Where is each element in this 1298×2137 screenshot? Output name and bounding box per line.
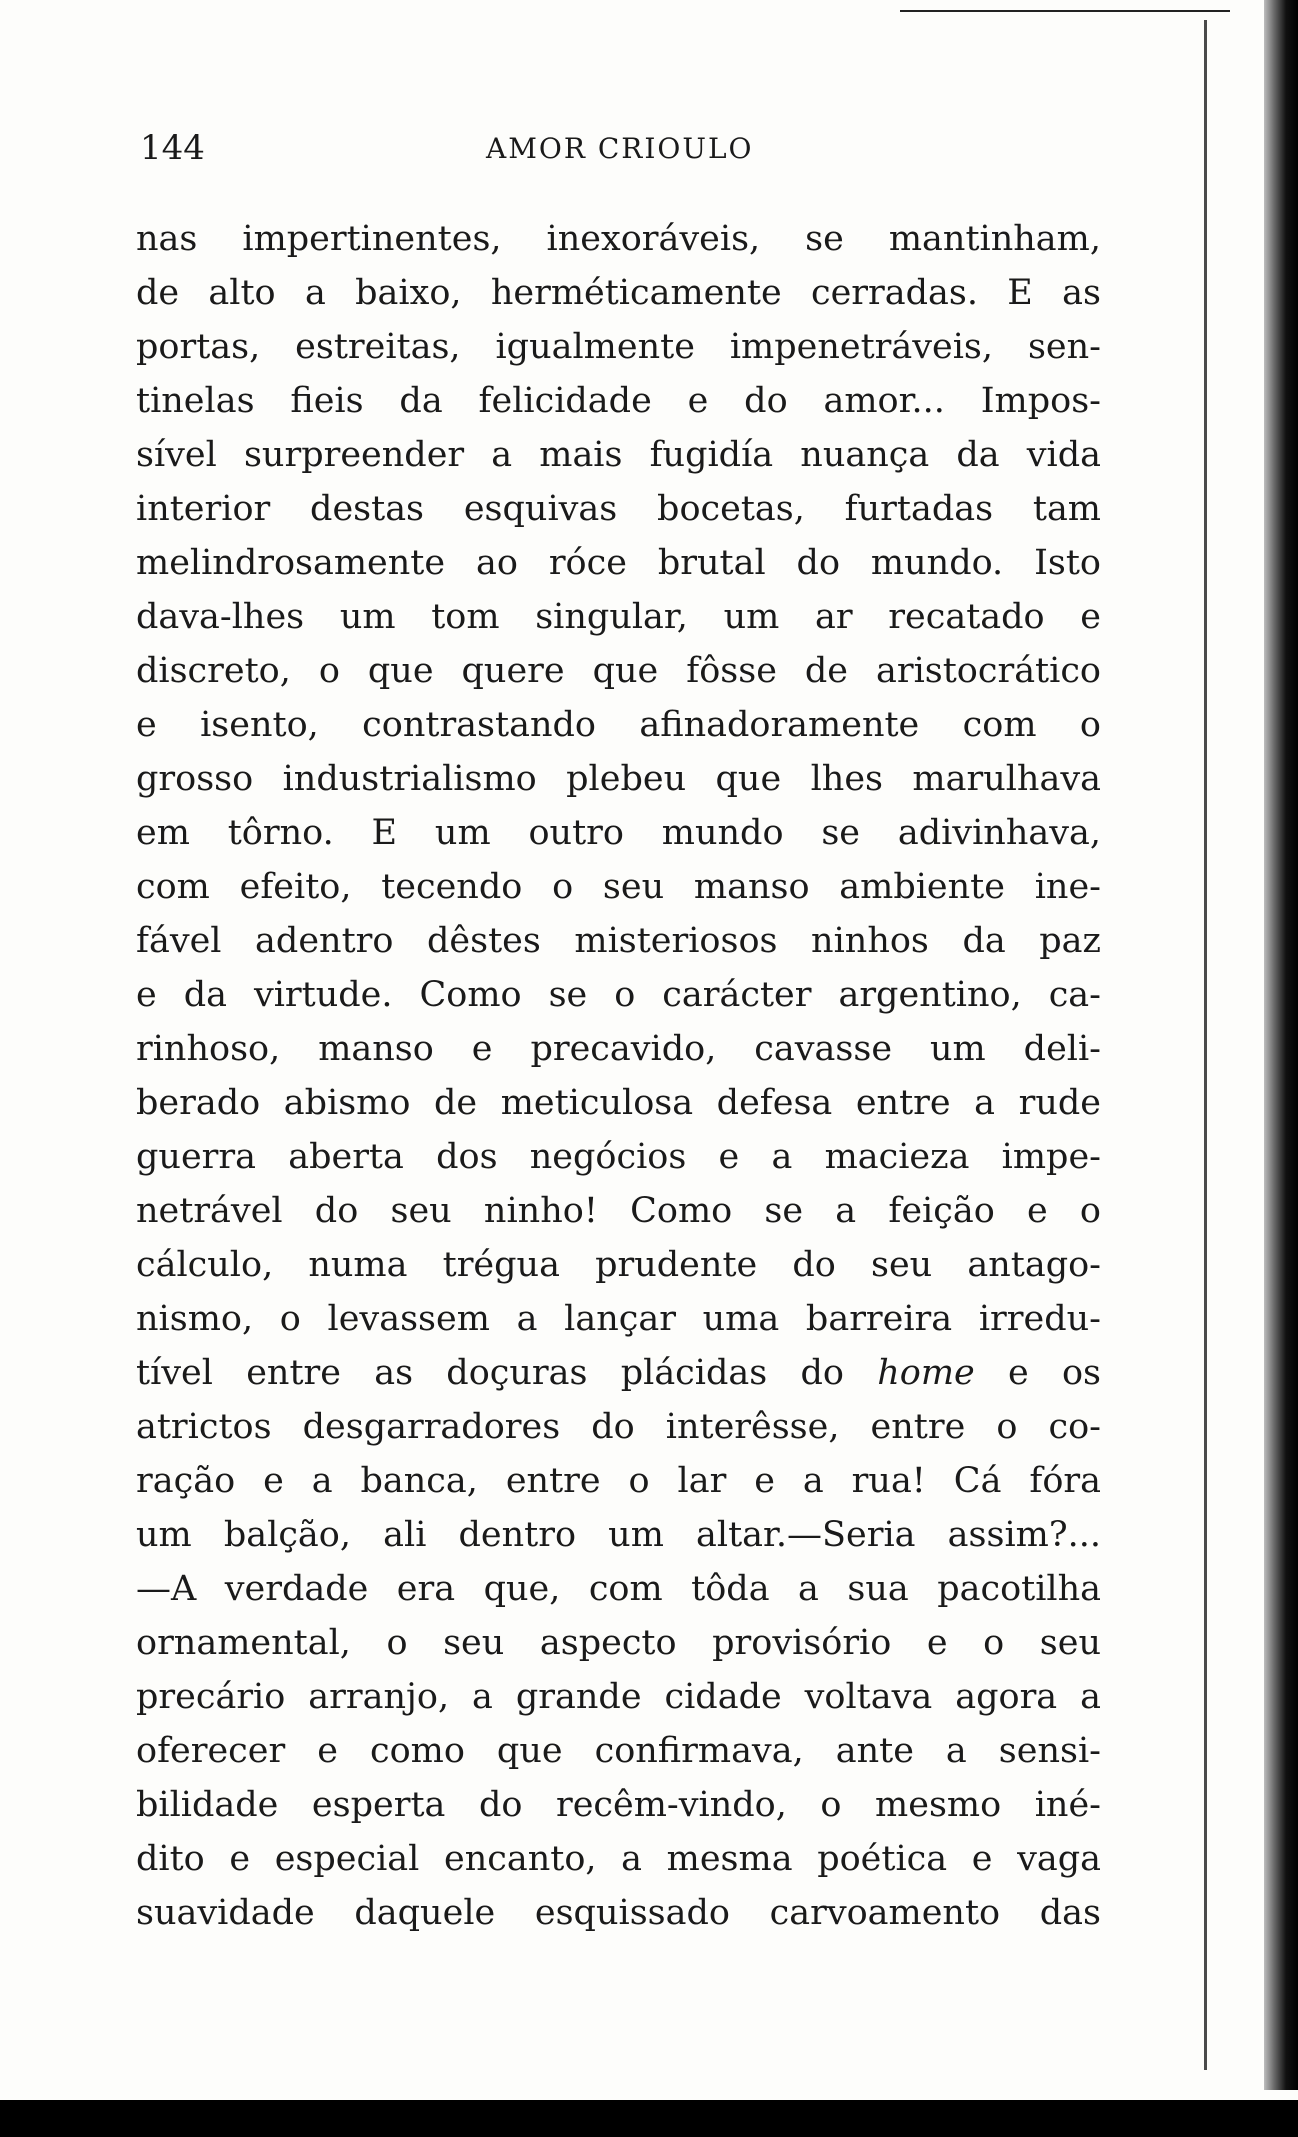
text-line: berado abismo de meticulosa defesa entre a rude xyxy=(136,1083,1101,1123)
text-line: grosso industrialismo plebeu que lhes marulhava xyxy=(136,759,1101,799)
text-line: —A verdade era que, com tôda a sua pacotilha xyxy=(136,1569,1101,1609)
page-number: 144 xyxy=(140,128,205,168)
scan-bottom-edge xyxy=(0,2100,1298,2137)
text-line-with-italic xyxy=(136,1346,1101,1400)
text-segment: tível entre as doçuras plácidas do xyxy=(136,1353,844,1393)
text-segment: e os xyxy=(1008,1353,1101,1393)
text-line: bilidade esperta do recêm-vindo, o mesmo iné- xyxy=(136,1785,1101,1825)
running-title: AMOR CRIOULO xyxy=(486,132,754,165)
italic-word: home xyxy=(877,1353,975,1393)
text-line: suavidade daquele esquissado carvoamento das xyxy=(136,1893,1101,1933)
book-binding-edge xyxy=(1264,0,1298,2090)
text-line: netrável do seu ninho! Como se a feição e o xyxy=(136,1191,1101,1231)
text-line: rinhoso, manso e precavido, cavasse um deli- xyxy=(136,1029,1101,1069)
text-line: ração e a banca, entre o lar e a rua! Cá fóra xyxy=(136,1461,1101,1501)
body-text xyxy=(136,212,1101,1940)
text-line: dava-lhes um tom singular, um ar recatado e xyxy=(136,597,1101,637)
text-line: de alto a baixo, herméticamente cerradas. E as xyxy=(136,273,1101,313)
text-line: cálculo, numa trégua prudente do seu antago- xyxy=(136,1245,1101,1285)
page-top-edge xyxy=(900,10,1230,12)
text-line: dito e especial encanto, a mesma poética e vaga xyxy=(136,1839,1101,1879)
text-line: guerra aberta dos negócios e a macieza impe- xyxy=(136,1137,1101,1177)
text-line: interior destas esquivas bocetas, furtadas tam xyxy=(136,489,1101,529)
text-line: ornamental, o seu aspecto provisório e o seu xyxy=(136,1623,1101,1663)
text-line: nas impertinentes, inexoráveis, se mantinham, xyxy=(136,219,1101,259)
text-line: atrictos desgarradores do interêsse, entre o co- xyxy=(136,1407,1101,1447)
text-line: sível surpreender a mais fugidía nuança da vida xyxy=(136,435,1101,475)
text-line: e da virtude. Como se o carácter argentino, ca- xyxy=(136,975,1101,1015)
text-line: um balção, ali dentro um altar.—Seria assim?... xyxy=(136,1515,1101,1555)
text-line: discreto, o que quere que fôsse de aristocrático xyxy=(136,651,1101,691)
text-line: tinelas fieis da felicidade e do amor... Impos- xyxy=(136,381,1101,421)
text-line: com efeito, tecendo o seu manso ambiente ine- xyxy=(136,867,1101,907)
text-line: precário arranjo, a grande cidade voltava agora a xyxy=(136,1677,1101,1717)
text-line: oferecer e como que confirmava, ante a sensi- xyxy=(136,1731,1101,1771)
text-line: melindrosamente ao róce brutal do mundo. Isto xyxy=(136,543,1101,583)
text-line: portas, estreitas, igualmente impenetráveis, sen- xyxy=(136,327,1101,367)
running-head xyxy=(140,128,1100,172)
text-line: fável adentro dêstes misteriosos ninhos da paz xyxy=(136,921,1101,961)
binding-shadow-line xyxy=(1204,20,1207,2070)
text-line: nismo, o levassem a lançar uma barreira irredu- xyxy=(136,1299,1101,1339)
text-line: em tôrno. E um outro mundo se adivinhava, xyxy=(136,813,1101,853)
text-line: e isento, contrastando afinadoramente com o xyxy=(136,705,1101,745)
